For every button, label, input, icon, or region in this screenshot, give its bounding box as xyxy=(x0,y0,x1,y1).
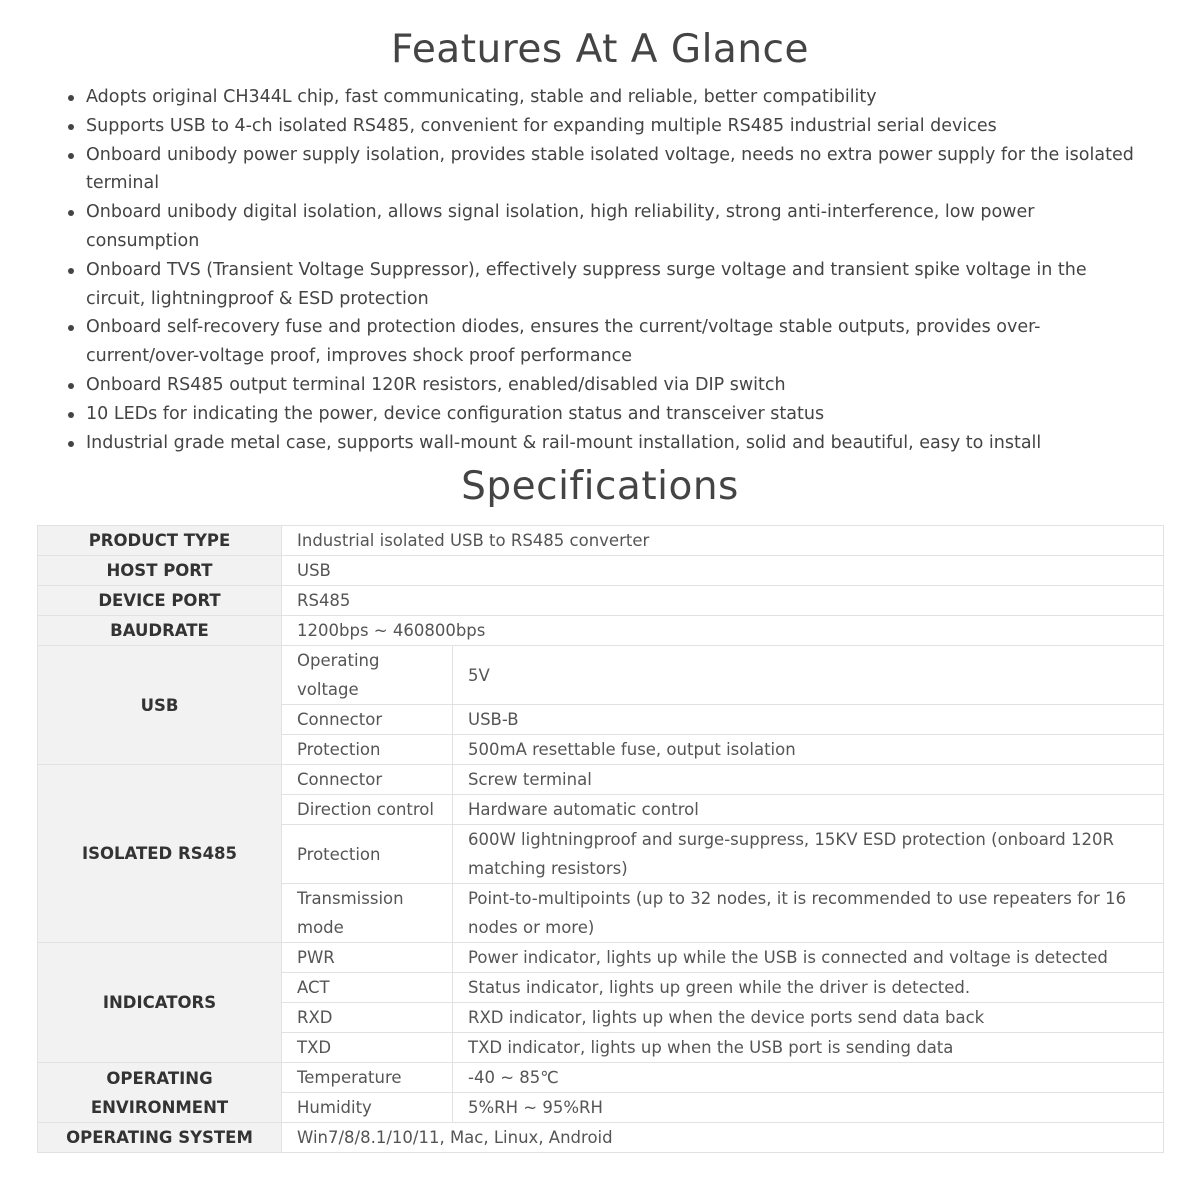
feature-item: Onboard unibody digital isolation, allows signal isolation, high reliability, strong anti-interference, low power consumption xyxy=(86,198,1146,256)
feature-item: 10 LEDs for indicating the power, device configuration status and transceiver status xyxy=(86,400,1146,429)
feature-item: Adopts original CH344L chip, fast communicating, stable and reliable, better compatibility xyxy=(86,83,1146,112)
feature-item: Onboard TVS (Transient Voltage Suppressor), effectively suppress surge voltage and transient spike voltage in the circuit, lightningproof & ESD protection xyxy=(86,256,1146,314)
spec-row xyxy=(38,526,1164,556)
specifications-title: Specifications xyxy=(461,464,739,509)
spec-label: OPERATING ENVIRONMENT xyxy=(38,1063,282,1123)
spec-value: Industrial isolated USB to RS485 converter xyxy=(282,526,1164,556)
spec-value: 5V xyxy=(453,646,1164,705)
spec-value: Status indicator, lights up green while the driver is detected. xyxy=(453,973,1164,1003)
spec-sub-label: Connector xyxy=(282,765,453,795)
spec-sub-label: Transmission mode xyxy=(282,884,453,943)
feature-item: Onboard RS485 output terminal 120R resistors, enabled/disabled via DIP switch xyxy=(86,371,1146,400)
feature-item: Onboard unibody power supply isolation, provides stable isolated voltage, needs no extra power supply for the isolated terminal xyxy=(86,141,1146,199)
spec-value: RXD indicator, lights up when the device ports send data back xyxy=(453,1003,1164,1033)
spec-label: INDICATORS xyxy=(38,943,282,1063)
spec-row xyxy=(38,586,1164,616)
spec-label: USB xyxy=(38,646,282,765)
feature-item: Onboard self-recovery fuse and protection diodes, ensures the current/voltage stable outputs, provides over-current/over-voltage proof, improves shock proof performance xyxy=(86,313,1146,371)
specifications-table-body xyxy=(38,526,1164,1153)
spec-sub-label: Operating voltage xyxy=(282,646,453,705)
specifications-table xyxy=(37,525,1164,1153)
features-title: Features At A Glance xyxy=(391,27,809,72)
spec-value: 600W lightningproof and surge-suppress, 15KV ESD protection (onboard 120R matching resistors) xyxy=(453,825,1164,884)
spec-value: -40 ~ 85℃ xyxy=(453,1063,1164,1093)
spec-sub-label: Connector xyxy=(282,705,453,735)
spec-sub-label: Protection xyxy=(282,735,453,765)
spec-value: 500mA resettable fuse, output isolation xyxy=(453,735,1164,765)
spec-label: DEVICE PORT xyxy=(38,586,282,616)
spec-row xyxy=(38,1063,1164,1093)
spec-value: USB xyxy=(282,556,1164,586)
spec-value: Power indicator, lights up while the USB is connected and voltage is detected xyxy=(453,943,1164,973)
spec-sub-label: Temperature xyxy=(282,1063,453,1093)
spec-row xyxy=(38,1123,1164,1153)
spec-value: USB-B xyxy=(453,705,1164,735)
spec-row xyxy=(38,646,1164,705)
spec-value: Hardware automatic control xyxy=(453,795,1164,825)
spec-sub-label: Protection xyxy=(282,825,453,884)
feature-item: Industrial grade metal case, supports wall-mount & rail-mount installation, solid and beautiful, easy to install xyxy=(86,429,1146,458)
spec-sub-label: ACT xyxy=(282,973,453,1003)
spec-value: RS485 xyxy=(282,586,1164,616)
feature-item: Supports USB to 4-ch isolated RS485, convenient for expanding multiple RS485 industrial serial devices xyxy=(86,112,1146,141)
spec-value: 1200bps ~ 460800bps xyxy=(282,616,1164,646)
spec-row xyxy=(38,616,1164,646)
spec-row xyxy=(38,943,1164,973)
spec-sub-label: Direction control xyxy=(282,795,453,825)
spec-label: ISOLATED RS485 xyxy=(38,765,282,943)
spec-value: 5%RH ~ 95%RH xyxy=(453,1093,1164,1123)
spec-sub-label: RXD xyxy=(282,1003,453,1033)
spec-sub-label: Humidity xyxy=(282,1093,453,1123)
spec-sub-label: TXD xyxy=(282,1033,453,1063)
spec-label: HOST PORT xyxy=(38,556,282,586)
spec-sub-label: PWR xyxy=(282,943,453,973)
spec-row xyxy=(38,556,1164,586)
spec-label: PRODUCT TYPE xyxy=(38,526,282,556)
spec-label: OPERATING SYSTEM xyxy=(38,1123,282,1153)
spec-value: Screw terminal xyxy=(453,765,1164,795)
spec-value: TXD indicator, lights up when the USB port is sending data xyxy=(453,1033,1164,1063)
spec-row xyxy=(38,765,1164,795)
spec-value: Point-to-multipoints (up to 32 nodes, it is recommended to use repeaters for 16 nodes or more) xyxy=(453,884,1164,943)
spec-label: BAUDRATE xyxy=(38,616,282,646)
spec-value: Win7/8/8.1/10/11, Mac, Linux, Android xyxy=(282,1123,1164,1153)
features-list xyxy=(86,83,1146,457)
